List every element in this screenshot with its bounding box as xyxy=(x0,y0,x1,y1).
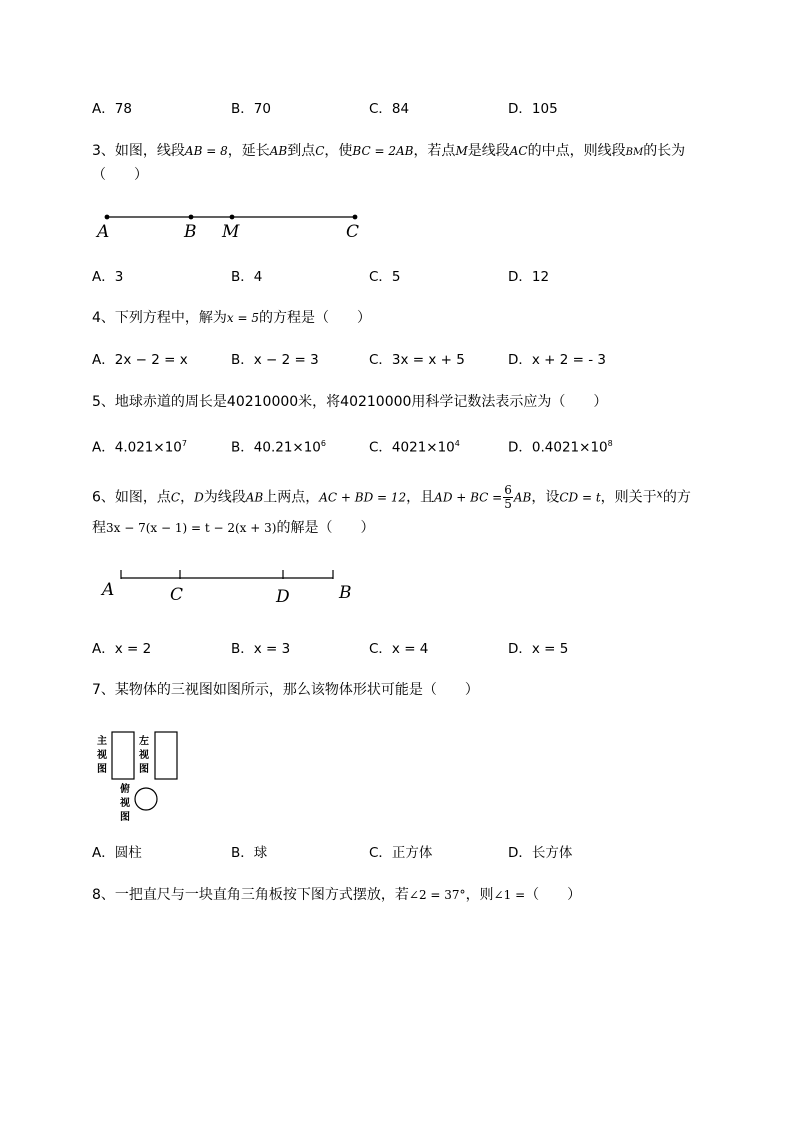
q6-label-d: D xyxy=(276,587,290,607)
q7-option-d[interactable]: D．长方体 xyxy=(508,845,573,861)
q3-option-d[interactable]: D．12 xyxy=(508,269,550,285)
left-view-rect xyxy=(155,732,177,779)
q2-option-d[interactable]: D．105 xyxy=(508,101,558,117)
q6-option-a[interactable]: A．x = 2 xyxy=(92,641,152,657)
q6-label-a: A xyxy=(102,580,115,600)
q5-option-d[interactable]: D．$0.4021\times 10^8$ xyxy=(508,439,613,456)
q3-point-c xyxy=(353,215,358,220)
q6-option-b[interactable]: B．x = 3 xyxy=(231,641,291,657)
q3-label-a: A xyxy=(97,222,110,242)
q3-point-a xyxy=(105,215,110,220)
q4-stem: 4、下列方程中，解为x = 5的方程是（ ） xyxy=(92,310,372,326)
left-view-label-3: 图 xyxy=(139,764,149,775)
q5-stem: 5、地球赤道的周长是40210000米，将40210000用科学记数法表示应为（ ） xyxy=(92,394,608,410)
q4-option-b[interactable]: B．x − 2 = 3 xyxy=(231,352,319,368)
front-view-label-2: 视 xyxy=(97,750,107,761)
q6-stem-line1: 6、如图，点C，D为线段AB上两点，AC + BD = 12，且AD + BC = $\frac{6}{5}$ AB，设CD = t，则关于$^x$的方 xyxy=(92,483,691,511)
q3-option-b[interactable]: B．4 xyxy=(231,269,263,285)
top-view-circle xyxy=(135,788,157,810)
q5-option-b[interactable]: B．$40.21\times 10^6$ xyxy=(231,439,326,456)
q3-point-m xyxy=(230,215,235,220)
q6-option-d[interactable]: D．x = 5 xyxy=(508,641,569,657)
q4-option-a[interactable]: A．2x − 2 = x xyxy=(92,352,188,368)
q8-stem: 8、一把直尺与一块直角三角板按下图方式摆放，若∠2 = 37°，则∠1 =（ ） xyxy=(92,887,582,903)
q3-label-c: C xyxy=(346,222,360,242)
q3-label-m: M xyxy=(222,222,240,242)
q4-option-d[interactable]: D．x + 2 = - 3 xyxy=(508,352,607,368)
q4-options xyxy=(92,350,692,370)
q5-option-c[interactable]: C．$4021\times 10^4$ xyxy=(369,439,460,456)
q2-option-a[interactable]: A．78 xyxy=(92,101,132,117)
q2-options xyxy=(92,99,692,119)
q2-option-b[interactable]: B．70 xyxy=(231,101,271,117)
q6-option-c[interactable]: C．x = 4 xyxy=(369,641,429,657)
q5-options xyxy=(92,434,692,454)
q3-point-b xyxy=(189,215,194,220)
q2-option-c[interactable]: C．84 xyxy=(369,101,410,117)
q6-label-b: B xyxy=(339,583,352,603)
q7-option-a[interactable]: A．圆柱 xyxy=(92,845,142,861)
left-view-label-1: 左 xyxy=(139,736,149,747)
q4-option-c[interactable]: C．3x = x + 5 xyxy=(369,352,465,368)
top-view-label-2: 视 xyxy=(120,798,130,809)
front-view-rect xyxy=(112,732,134,779)
q6-options xyxy=(92,639,692,659)
q6-fraction: $\frac{6}{5}$ xyxy=(504,483,512,511)
left-view-label-2: 视 xyxy=(139,750,149,761)
q5-option-a[interactable]: A．$4.021\times 10^7$ xyxy=(92,439,187,456)
q3-label-b: B xyxy=(184,222,197,242)
q6-stem-line2: 程3x − 7(x − 1) = t − 2(x + 3)的解是（ ） xyxy=(92,520,375,536)
q3-answer-paren: （ ） xyxy=(92,167,148,183)
q3-options xyxy=(92,267,692,287)
q3-option-c[interactable]: C．5 xyxy=(369,269,401,285)
q3-option-a[interactable]: A．3 xyxy=(92,269,124,285)
q6-label-c: C xyxy=(170,585,184,605)
top-view-label-3: 图 xyxy=(120,812,130,823)
top-view-label-1: 俯 xyxy=(120,784,130,795)
front-view-label-3: 图 xyxy=(97,764,107,775)
q3-stem: 3、如图，线段AB = 8，延长AB到点C，使BC = 2AB，若点M是线段AC的中点，则线段BM的长为 xyxy=(92,143,686,159)
q7-stem: 7、某物体的三视图如图所示，那么该物体形状可能是（ ） xyxy=(92,682,479,698)
front-view-label-1: 主 xyxy=(97,736,107,747)
q7-options xyxy=(92,843,692,863)
q7-option-c[interactable]: C．正方体 xyxy=(369,845,433,861)
q7-option-b[interactable]: B．球 xyxy=(231,845,268,861)
